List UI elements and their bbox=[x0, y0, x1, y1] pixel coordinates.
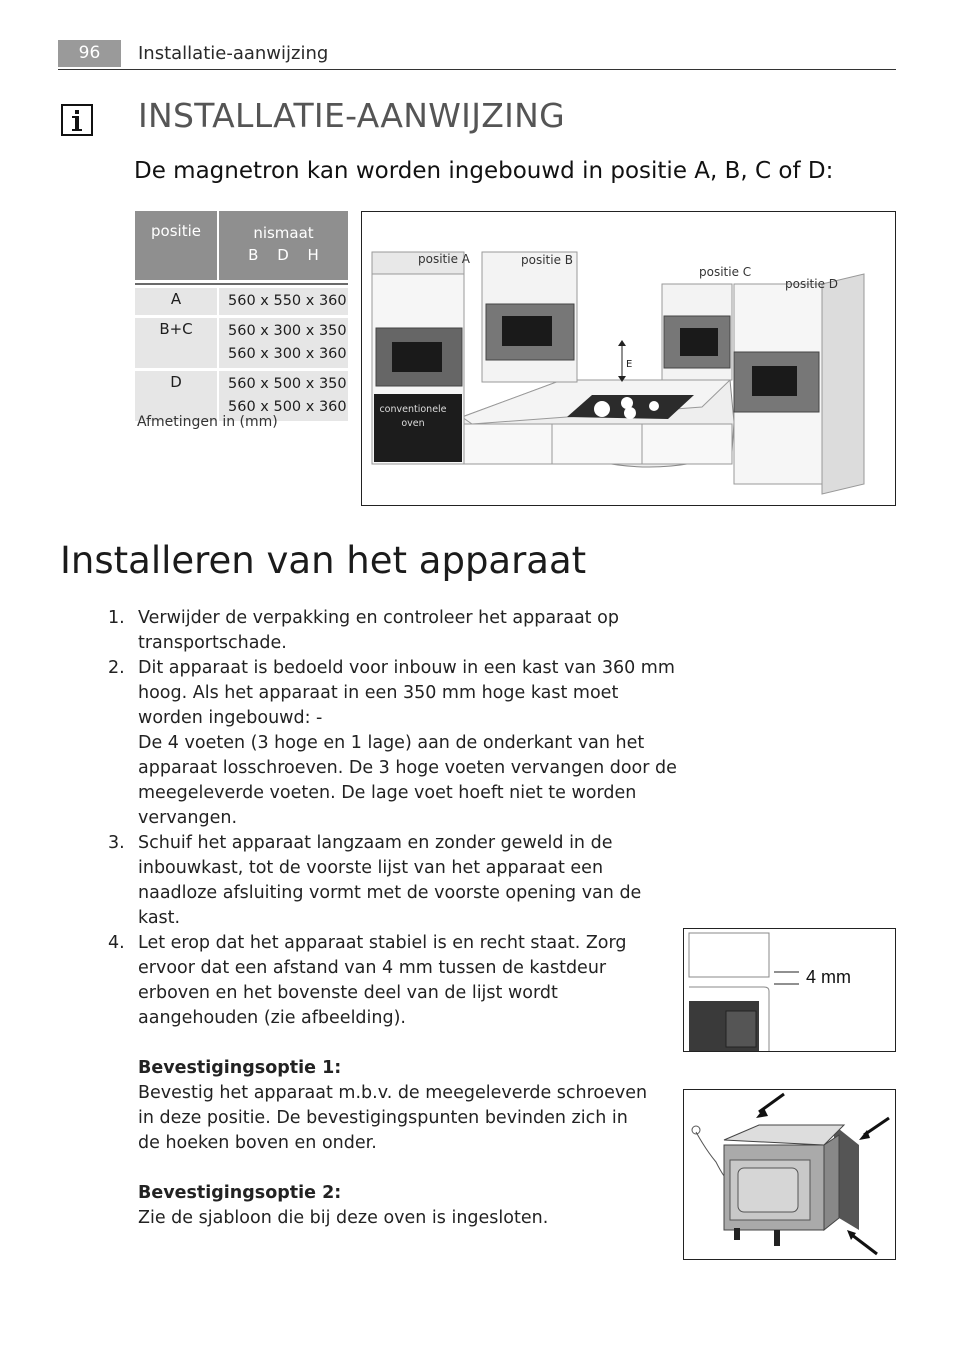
size-value: 560 x 300 x 360 bbox=[228, 346, 347, 362]
mounting-option-2 bbox=[138, 1181, 683, 1231]
table-cell-position: D bbox=[135, 371, 217, 421]
option-1-title: Bevestigingsoptie 1: bbox=[138, 1058, 342, 1078]
gap-illustration bbox=[683, 928, 896, 1052]
table-cell-position: A bbox=[135, 288, 217, 315]
step-number: 3. bbox=[108, 833, 125, 853]
oven-mounting-illustration bbox=[683, 1089, 896, 1260]
header-divider bbox=[58, 69, 896, 70]
size-value: 560 x 550 x 360 bbox=[228, 293, 347, 309]
oven-drawing bbox=[684, 1090, 895, 1259]
label-position-d: positie D bbox=[785, 277, 839, 291]
label-position-c: positie C bbox=[699, 265, 752, 279]
table-cell-position: B+C bbox=[135, 318, 217, 368]
label-distance-e: E bbox=[626, 359, 633, 370]
step-text bbox=[138, 656, 683, 831]
section-subheading: De magnetron kan worden ingebouwd in positie A, B, C of D: bbox=[134, 158, 834, 184]
info-icon bbox=[61, 104, 93, 136]
step-number: 2. bbox=[108, 658, 125, 678]
table-note: Afmetingen in (mm) bbox=[137, 414, 278, 430]
step-paragraph: Dit apparaat is bedoeld voor inbouw in een kast van 360 mm hoog. Als het apparaat in een 350 mm hoge kast moet worden ingebouwd: - bbox=[138, 658, 675, 728]
column-header-size-sub: B D H bbox=[248, 246, 319, 264]
gap-label: 4 mm bbox=[806, 967, 851, 987]
option-2-text: Zie de sjabloon die bij deze oven is ingesloten. bbox=[138, 1208, 549, 1228]
table-header bbox=[135, 211, 348, 280]
list-item bbox=[108, 606, 683, 656]
label-position-a: positie A bbox=[418, 252, 470, 266]
step-paragraph: Let erop dat het apparaat stabiel is en recht staat. Zorg ervoor dat een afstand van 4 mm tussen de kastdeur erboven en het bovenste deel van de lijst wordt aangehouden (zie afbeelding). bbox=[138, 933, 627, 1028]
step-paragraph: De 4 voeten (3 hoge en 1 lage) aan de onderkant van het apparaat losschroeven. De 3 hoge voeten vervangen door de meegeleverde voeten. De lage voet hoeft niet te worden vervangen. bbox=[138, 733, 677, 828]
list-item bbox=[108, 656, 683, 831]
step-number: 1. bbox=[108, 608, 125, 628]
niche-size-table bbox=[135, 211, 348, 421]
oven-label-line-2: oven bbox=[401, 418, 425, 429]
step-text bbox=[138, 606, 683, 656]
column-header-size bbox=[219, 211, 348, 280]
step-number: 4. bbox=[108, 933, 125, 953]
page-number: 96 bbox=[58, 40, 121, 67]
install-heading: Installeren van het apparaat bbox=[60, 539, 587, 582]
column-header-size-label: nismaat bbox=[253, 224, 314, 242]
table-cell-size bbox=[219, 288, 348, 315]
step-text bbox=[138, 931, 683, 1031]
installation-steps bbox=[108, 606, 683, 1231]
table-cell-size bbox=[219, 318, 348, 368]
running-header-title: Installatie-aanwijzing bbox=[138, 43, 329, 64]
column-header-position: positie bbox=[135, 211, 217, 280]
option-1-text: Bevestig het apparaat m.b.v. de meegeleverde schroeven in deze positie. De bevestigingspunten bevinden zich in de hoeken boven en onder. bbox=[138, 1083, 648, 1153]
table-row bbox=[135, 288, 348, 315]
oven-label-line-1: conventionele bbox=[379, 404, 447, 415]
section-heading: INSTALLATIE-AANWIJZING bbox=[138, 96, 566, 135]
list-item bbox=[108, 931, 683, 1031]
option-2-title: Bevestigingsoptie 2: bbox=[138, 1183, 342, 1203]
step-paragraph: Schuif het apparaat langzaam en zonder geweld in de inbouwkast, tot de voorste lijst van het apparaat een naadloze afsluiting vormt met de voorste opening van de kast. bbox=[138, 833, 642, 928]
mounting-option-1 bbox=[138, 1056, 648, 1156]
kitchen-position-illustration bbox=[361, 211, 896, 506]
gap-drawing bbox=[684, 929, 895, 1051]
label-conventional-oven bbox=[378, 403, 448, 431]
table-row bbox=[135, 318, 348, 368]
label-position-b: positie B bbox=[521, 253, 574, 267]
size-value: 560 x 500 x 360 bbox=[228, 399, 347, 415]
size-value: 560 x 500 x 350 bbox=[228, 376, 347, 392]
step-text bbox=[138, 831, 683, 931]
list-item bbox=[108, 831, 683, 931]
step-paragraph: Verwijder de verpakking en controleer het apparaat op transportschade. bbox=[138, 608, 619, 653]
size-value: 560 x 300 x 350 bbox=[228, 323, 347, 339]
table-divider bbox=[135, 283, 348, 285]
